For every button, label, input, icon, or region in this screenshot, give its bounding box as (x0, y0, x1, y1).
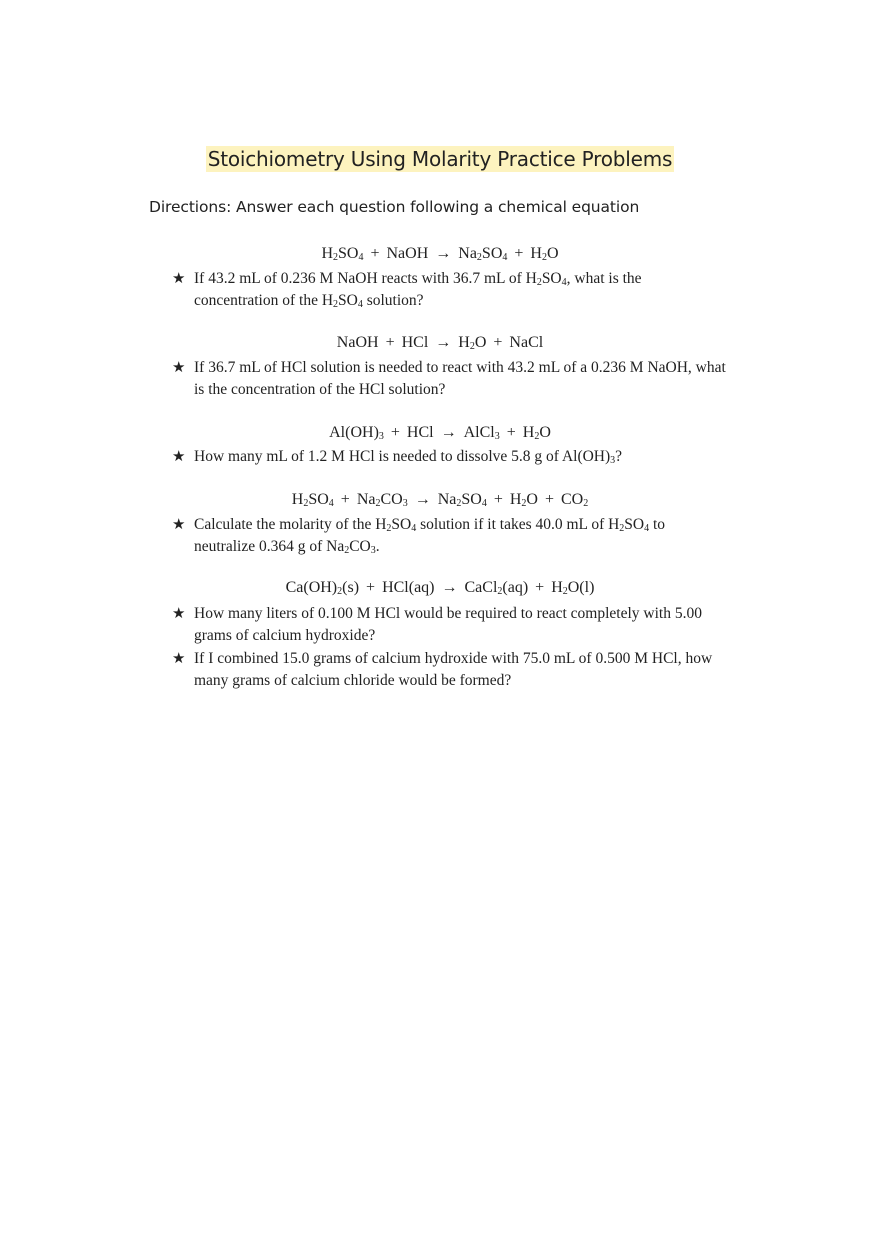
equation-5: $Ca(OH)_2(s) + HCl(aq)$ → CaCl$_2$(aq) + $H_2O(l)$ (285, 579, 595, 597)
star-icon: ★ (172, 449, 186, 465)
star-icon: ★ (172, 517, 186, 533)
star-icon: ★ (172, 651, 186, 667)
equation-4: $H_2SO_4 + Na_2CO_3 \to Na_2SO_4 + H_2O + CO_2$ (291, 491, 589, 509)
equation-2: NaOH + HCl → $H_2O$ + NaCl (336, 334, 544, 352)
equation-1: $H_2SO_4$ + NaOH → $Na_2SO_4 + H_2O$ (321, 245, 559, 263)
page-title: Stoichiometry Using Molarity Practice Problems (207, 147, 673, 171)
directions: Directions: Answer each question following a chemical equation (149, 198, 640, 216)
star-icon: ★ (172, 606, 186, 622)
star-icon: ★ (172, 360, 186, 376)
star-icon: ★ (172, 271, 186, 287)
equation-3: $Al(OH)_3$ + HCl → AlCl$_3$ + $H_2O$ (329, 424, 551, 442)
